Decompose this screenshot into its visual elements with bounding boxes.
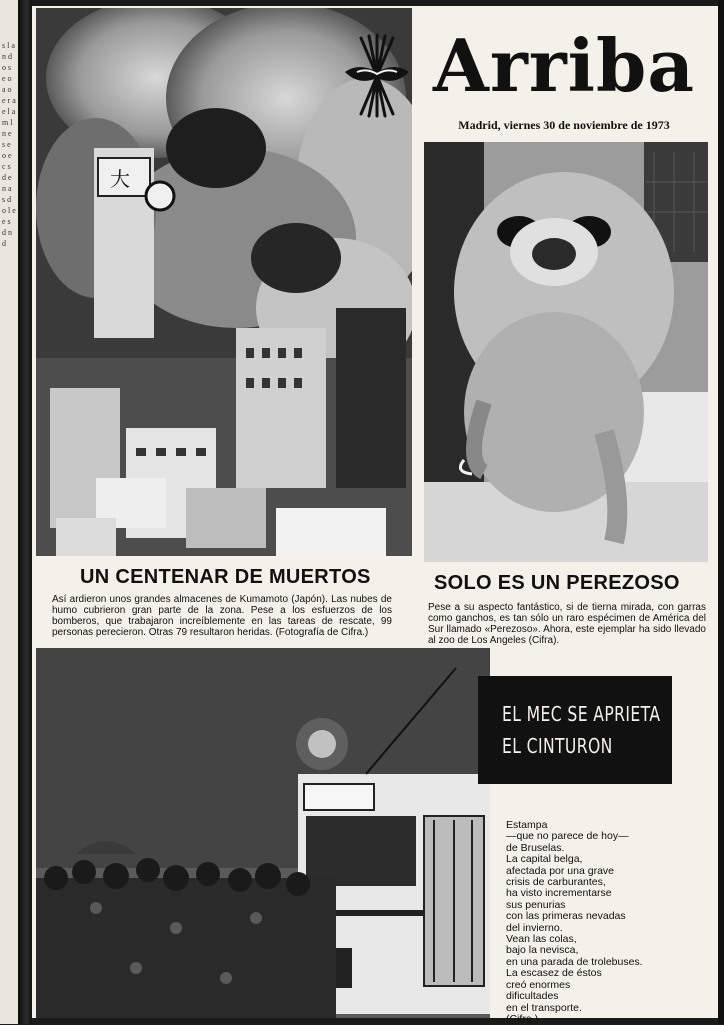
mec-text-line: creó enormes: [506, 978, 571, 991]
mec-text-line: La capital belga,: [506, 853, 583, 866]
yoke-and-arrows-emblem-icon: [341, 32, 413, 118]
mec-text-line: Estampa: [506, 819, 548, 831]
mec-text-line: Vean las colas,: [506, 933, 577, 946]
newspaper-title: Arriba: [432, 23, 696, 108]
mec-text-line: del invierno.: [506, 921, 563, 934]
sloth-headline: SOLO ES UN PEREZOSO: [434, 572, 680, 594]
mec-headline-line-1: EL MEC SE APRIETA: [502, 702, 661, 726]
mec-text-line: ha visto incrementarse: [506, 887, 612, 900]
mec-headline-line-2: EL CINTURON: [502, 734, 613, 758]
mec-story-text: [506, 820, 706, 1025]
book-binding: [18, 0, 32, 1024]
store-sign-text: 大: [110, 167, 130, 191]
mec-text-line: afectada por una grave: [506, 864, 614, 877]
page-edge: [718, 0, 724, 1024]
sloth-photo: [424, 142, 708, 562]
mec-text-line: con las primeras nevadas: [506, 910, 626, 923]
mec-text-line: sus penurias: [506, 898, 566, 911]
sloth-caption: Pese a su aspecto fantástico, si de tierna mirada, con garras como ganchos, es tan sólo un raro espécimen de América del Sur llamado «Perezoso». Ahora, este ejemplar ha sido llevado al zoo de Los Angeles (Cifra).: [428, 602, 706, 646]
dateline: Madrid, viernes 30 de noviembre de 1973: [458, 118, 670, 132]
mec-text-line: crisis de carburantes,: [506, 876, 606, 889]
mec-text-line: de Bruselas.: [506, 841, 565, 854]
masthead: [416, 16, 712, 132]
mec-text-line: bajo la nevisca,: [506, 944, 579, 957]
mec-headline-box: [478, 676, 672, 784]
mec-text-line: en el transporte.: [506, 1001, 582, 1014]
mec-text-line: (Cifra.): [506, 1012, 539, 1025]
adjacent-page-strip: [0, 0, 18, 1024]
mec-text-line: La escasez de éstos: [506, 967, 602, 980]
tram-photo-illustration: [36, 648, 490, 1018]
adjacent-page-text: s l a n d o s e o a o e r a e l a m l n e s e o e c s d e n a s d o l e e s d n d: [2, 41, 16, 248]
fire-headline: UN CENTENAR DE MUERTOS: [80, 566, 371, 588]
fire-caption: Así ardieron unos grandes almacenes de Kumamoto (Japón). Las nubes de humo cubrieron gran parte de la zona. Pese a los esfuerzos de los bomberos, que trabajaron increíblemente en las tareas de rescate, 99 personas perecieron. Otras 79 resultaron heridas. (Fotografía de Cifra.): [52, 594, 392, 638]
mec-text-line: en una parada de trolebuses.: [506, 955, 643, 968]
tram-queue-photo: [36, 648, 490, 1018]
newspaper-page: [32, 6, 718, 1025]
mec-text-line: dificultades: [506, 990, 559, 1003]
sloth-photo-illustration: [424, 142, 708, 562]
mec-text-line: —que no parece de hoy—: [506, 830, 629, 843]
